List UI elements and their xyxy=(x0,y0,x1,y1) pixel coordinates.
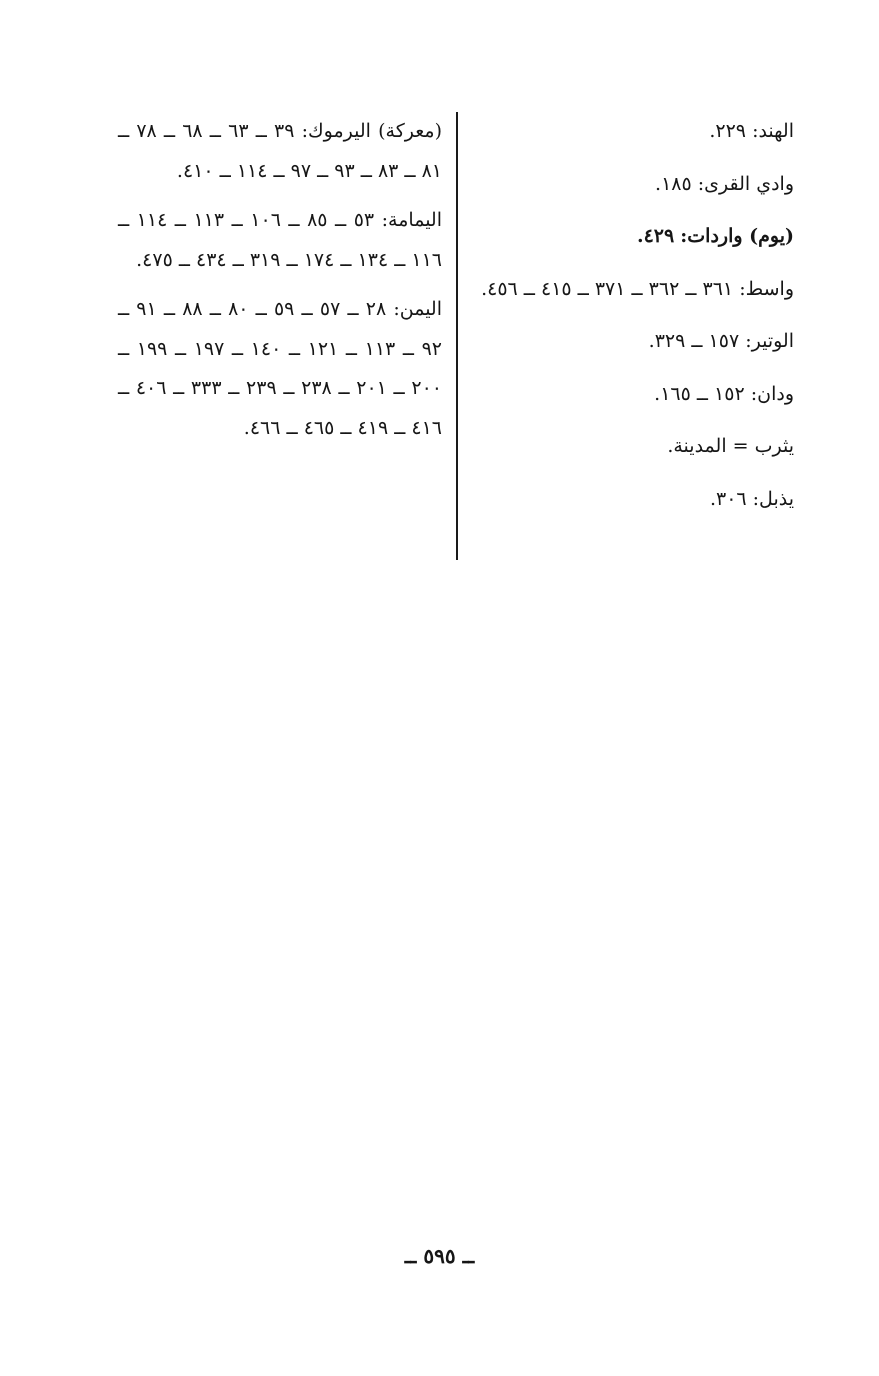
entry-page-refs: ٢٨ ــ ٥٧ ــ ٥٩ ــ ٨٠ ــ ٨٨ ــ ٩١ ــ ٩٢ ــ ١١٣ ــ ١٢١ ــ ١٤٠ ــ ١٩٧ ــ ١٩٩ ــ ٢٠٠ ــ ٢٠١ ــ ٢٣٨ ــ ٢٣٩ ــ ٣٣٣ ــ ٤٠٦ ــ ٤١٦ ــ ٤١٩ ــ ٤٦٥ ــ ٤٦٦. xyxy=(118,298,442,439)
entry-page-refs: ٣٩ ــ ٦٣ ــ ٦٨ ــ ٧٨ ــ ٨١ ــ ٨٣ ــ ٩٣ ــ ٩٧ ــ ١١٤ ــ ٤١٠. xyxy=(118,120,442,182)
entry-heading: يذبل: xyxy=(752,487,794,510)
entry-page-refs: ٣٦١ ــ ٣٦٢ ــ ٣٧١ ــ ٤١٥ ــ ٤٥٦. xyxy=(481,277,734,300)
entry-heading: وادي القرى: xyxy=(697,172,794,195)
index-entry xyxy=(118,290,442,448)
entry-page-refs: ٤٢٩. xyxy=(636,225,675,247)
entry-heading: اليمامة: xyxy=(381,209,442,231)
page-number: ــ ٥٩٥ ــ xyxy=(404,1244,475,1268)
index-entry xyxy=(470,480,794,520)
index-entry xyxy=(470,165,794,205)
index-entry xyxy=(118,201,442,280)
entry-heading: اليمن: xyxy=(393,298,442,320)
entry-page-refs: ١٨٥. xyxy=(655,172,692,195)
entry-heading: الهند: xyxy=(752,120,794,142)
index-entry xyxy=(118,112,442,191)
index-column-left xyxy=(118,112,442,448)
entry-page-refs: ٥٣ ــ ٨٥ ــ ١٠٦ ــ ١١٣ ــ ١١٤ ــ ١١٦ ــ ١٣٤ ــ ١٧٤ ــ ٣١٩ ــ ٤٣٤ ــ ٤٧٥. xyxy=(118,209,442,271)
index-entry xyxy=(470,322,794,362)
entry-heading: يثرب = المدينة. xyxy=(667,435,794,457)
index-entry xyxy=(470,217,794,257)
entry-page-refs: ٢٢٩. xyxy=(709,120,747,142)
entry-heading: الوتير: xyxy=(745,330,794,352)
entry-page-refs: ٣٠٦. xyxy=(709,487,747,510)
entry-heading: ودان: xyxy=(750,382,794,405)
index-entry xyxy=(470,270,794,310)
index-entry xyxy=(470,375,794,415)
column-divider xyxy=(456,112,458,560)
entry-heading: واسط: xyxy=(739,277,794,300)
entry-page-refs: ١٥٢ ــ ١٦٥. xyxy=(654,382,745,405)
index-entry xyxy=(470,427,794,467)
index-column-right xyxy=(470,112,794,519)
entry-heading: (يوم) واردات: xyxy=(680,225,794,247)
entry-page-refs: ١٥٧ ــ ٣٢٩. xyxy=(648,330,740,352)
index-entry xyxy=(470,112,794,152)
entry-heading: (معركة) اليرموك: xyxy=(301,120,443,142)
